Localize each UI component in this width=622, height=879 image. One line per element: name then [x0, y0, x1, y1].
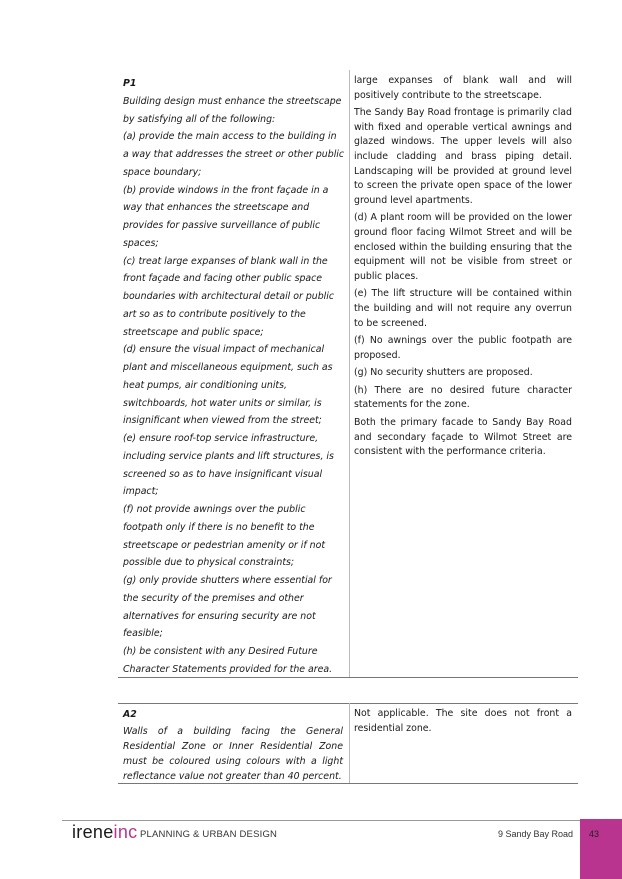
p1-line: by satisfying all of the following:	[123, 113, 276, 125]
footer-rule	[62, 820, 580, 821]
p1-line: (a) provide the main access to the building in	[123, 131, 337, 143]
p1-line: front façade and facing other public space	[123, 273, 323, 285]
p1-heading: P1	[123, 78, 137, 89]
response-paragraph: The Sandy Bay Road frontage is primarily clad with fixed and operable vertical awnings and glazed windows. The upper levels will also include cladding and brass piping detail. Landscaping will be provided at ground level to screen the private open space of the lower ground level apartments.	[354, 107, 572, 206]
p1-response	[354, 74, 572, 463]
p1-line: heat pumps, air conditioning units,	[123, 379, 287, 391]
p1-line: (c) treat large expanses of blank wall in the	[123, 255, 328, 267]
p1-line: (f) not provide awnings over the public	[123, 504, 306, 515]
p1-line: Building design must enhance the streetscape	[123, 95, 342, 107]
p1-line: insignificant when viewed from the street;	[123, 415, 322, 427]
response-paragraph: (g) No security shutters are proposed.	[354, 367, 533, 379]
p1-line: footpath only if there is no benefit to the	[123, 521, 315, 533]
p1-line: streetscape or pedestrian amenity or if not	[123, 539, 326, 551]
p1-line: possible due to physical constraints;	[123, 557, 295, 569]
response-paragraph: Both the primary facade to Sandy Bay Road and secondary façade to Wilmot Street are consistent with the performance criteria.	[354, 417, 572, 458]
column-divider	[349, 703, 350, 783]
p1-line: (b) provide windows in the front façade in a	[123, 184, 329, 196]
p1-line: (e) ensure roof-top service infrastructure,	[123, 433, 319, 444]
response-paragraph: (e) The lift structure will be contained within the building and will not require any overrun to be screened.	[354, 288, 572, 329]
p1-line: including service plants and lift structures, is	[123, 450, 334, 462]
p1-line: provides for passive surveillance of public	[123, 220, 321, 231]
a2-heading: A2	[123, 709, 137, 720]
p1-line: the security of the premises and other	[123, 592, 304, 604]
response-paragraph: (h) There are no desired future character statements for the zone.	[354, 384, 572, 411]
p1-line: a way that addresses the street or other public	[123, 149, 345, 160]
a2-response: Not applicable. The site does not front a residential zone.	[354, 708, 572, 734]
p1-line: screened so as to have insignificant visual	[123, 468, 323, 480]
response-paragraph: (d) A plant room will be provided on the lower ground floor facing Wilmot Street and will be enclosed within the building ensuring that the equipment will not be visible from street or public places.	[354, 212, 572, 282]
brand-logo	[72, 822, 137, 843]
p1-criteria	[123, 75, 345, 679]
p1-line: (g) only provide shutters where essential for	[123, 575, 332, 586]
brand-main: irene	[72, 822, 114, 842]
a2-text: Walls of a building facing the General Residential Zone or Inner Residential Zone must be coloured using colours with a light reflectance value not greater than 40 percent.	[123, 726, 343, 782]
p1-line: spaces;	[123, 237, 159, 249]
brand-tagline: PLANNING & URBAN DESIGN	[140, 829, 278, 840]
section-rule	[118, 783, 578, 784]
page-number-box	[580, 819, 622, 879]
p1-line: streetscape and public space;	[123, 326, 264, 338]
response-paragraph: (f) No awnings over the public footpath are proposed.	[354, 335, 572, 361]
p1-line: plant and miscellaneous equipment, such as	[123, 362, 333, 373]
p1-line: art so as to contribute positively to the	[123, 308, 306, 320]
brand-accent: inc	[113, 822, 138, 842]
p1-line: switchboards, hot water units or similar, is	[123, 397, 322, 409]
a2-criteria	[123, 707, 343, 784]
p1-line: (h) be consistent with any Desired Future	[123, 646, 318, 657]
p1-line: Character Statements provided for the area.	[123, 663, 333, 675]
page-number: 43	[588, 829, 599, 839]
p1-line: (d) ensure the visual impact of mechanical	[123, 344, 325, 356]
p1-line: alternatives for ensuring security are not	[123, 610, 316, 622]
footer-address: 9 Sandy Bay Road	[497, 829, 573, 839]
response-paragraph: large expanses of blank wall and will positively contribute to the streetscape.	[354, 75, 572, 101]
p1-line: way that enhances the streetscape and	[123, 202, 310, 214]
column-divider	[349, 70, 350, 678]
p1-line: feasible;	[123, 628, 163, 640]
p1-line: space boundary;	[123, 166, 202, 178]
section-rule	[118, 703, 578, 704]
section-rule	[118, 677, 578, 678]
p1-line: boundaries with architectural detail or public	[123, 291, 335, 302]
p1-line: impact;	[123, 486, 159, 498]
